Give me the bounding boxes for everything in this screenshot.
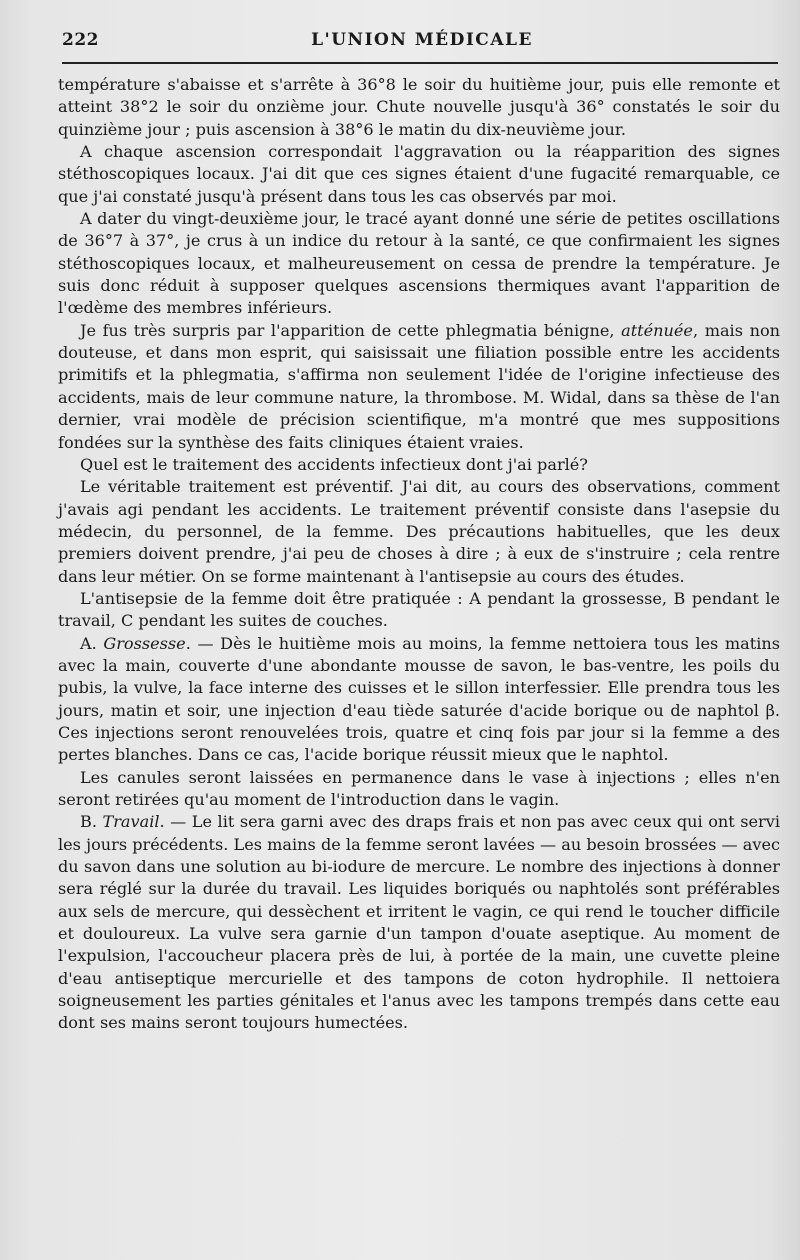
paragraph: [58, 74, 780, 141]
paragraph-text: température s'abaisse et s'arrête à 36°8 le soir du huitième jour, puis elle remonte et atteint 38°2 le soir du onzième jour. Chute nouvelle jusqu'à 36° constatés le soir du quinzième jour ; puis ascension à 38°6 le matin du dix-neuvième jour.: [58, 75, 780, 139]
paragraph: [58, 588, 780, 633]
paragraph-text: L'antisepsie de la femme doit être pratiquée : A pendant la grossesse, B pendant le travail, C pendant les suites de couches.: [58, 588, 780, 631]
paragraph-text: Je fus très surpris par l'apparition de cette phlegmatia bénigne,: [80, 320, 622, 340]
page-header: [62, 30, 782, 58]
paragraph: [58, 811, 780, 1034]
paragraph-text: Les canules seront laissées en permanence dans le vase à injections ; elles n'en seront retirées qu'au moment de l'introduction dans le vagin.: [58, 767, 780, 809]
page-number: 222: [62, 30, 99, 50]
paragraph-text: B.: [80, 812, 103, 832]
paragraph-text: , mais non douteuse, et dans mon esprit, qui saisissait une filiation possible entre les accidents primitifs et la phlegmatia, s'affirma non seulement l'idée de l'origine infectieuse des accidents, mais de leur commune nature, la thrombose. M. Widal, dans sa thèse de l'an dernier, vrai modèle de précision scientifique, m'a montré que mes suppositions fondées sur la synthèse des faits cliniques étaient vraies.: [58, 320, 780, 452]
paragraph-text: A.: [80, 633, 104, 653]
paragraph: [58, 454, 780, 476]
paragraph: [58, 476, 780, 588]
paragraph-text: Le véritable traitement est préventif. J'ai dit, au cours des observations, comment j'avais agi pendant les accidents. Le traitement préventif consiste dans l'asepsie du médecin, du personnel, de la femme. Des précautions habituelles, que les deux premiers doivent prendre, j'ai peu de choses à dire ; à eux de s'instruire ; cela rentre dans leur métier. On se forme maintenant à l'antisepsie au cours des études.: [58, 477, 780, 586]
paragraph-text: . — Dès le huitième mois au moins, la femme nettoiera tous les matins avec la main, couverte d'une abondante mousse de savon, le bas-ventre, les poils du pubis, la vulve, la face interne des cuisses et le sillon interfessier. Elle prendra tous les jours, matin et soir, une injection d'eau tiède saturée d'acide borique ou de naphtol β. Ces injections seront renouvelées trois, quatre et cinq fois par jour si la femme a des pertes blanches. Dans ce cas, l'acide borique réussit mieux que le naphtol.: [58, 633, 780, 765]
italic-term: atténuée: [621, 320, 693, 340]
paragraph-text: A dater du vingt-deuxième jour, le tracé ayant donné une série de petites oscillations de 36°7 à 37°, je crus à un indice du retour à la santé, ce que confirmaient les signes stéthoscopiques locaux, et malheureusement on cessa de prendre la température. Je suis donc réduit à supposer quelques ascensions thermiques avant l'apparition de l'œdème des membres inférieurs.: [58, 209, 780, 318]
paragraph-text: A chaque ascension correspondait l'aggravation ou la réapparition des signes stéthoscopiques locaux. J'ai dit que ces signes étaient d'une fugacité remarquable, ce que j'ai constaté jusqu'à présent dans tous les cas observés par moi.: [58, 142, 780, 206]
header-rule: [62, 62, 778, 64]
paragraph-text: . — Le lit sera garni avec des draps frais et non pas avec ceux qui ont servi les jours précédents. Les mains de la femme seront lavées — au besoin brossées — avec du savon dans une solution au bi-iodure de mercure. Le nombre des injections à donner sera réglé sur la durée du travail. Les liquides boriqués ou naphtolés sont préférables aux sels de mercure, qui dessèchent et irritent le vagin, ce qui rend le toucher difficile et douloureux. La vulve sera garnie d'un tampon d'ouate aseptique. Au moment de l'expulsion, l'accoucheur placera près de lui, à portée de la main, une cuvette pleine d'eau antiseptique mercurielle et des tampons de coton hydrophile. Il nettoiera soigneusement les parties génitales et l'anus avec les tampons trempés dans cette eau dont ses mains seront toujours humectées.: [58, 812, 780, 1033]
italic-term: Travail: [102, 812, 160, 832]
paragraph: [58, 141, 780, 208]
paragraph-text: Quel est le traitement des accidents infectieux dont j'ai parlé?: [80, 454, 588, 474]
paragraph: [58, 208, 780, 320]
paragraph: [58, 633, 780, 767]
paragraph: [58, 320, 780, 454]
body-text: [58, 74, 780, 1035]
paragraph: [58, 767, 780, 812]
running-title: L'UNION MÉDICALE: [311, 30, 533, 50]
italic-term: Grossesse: [103, 633, 186, 653]
